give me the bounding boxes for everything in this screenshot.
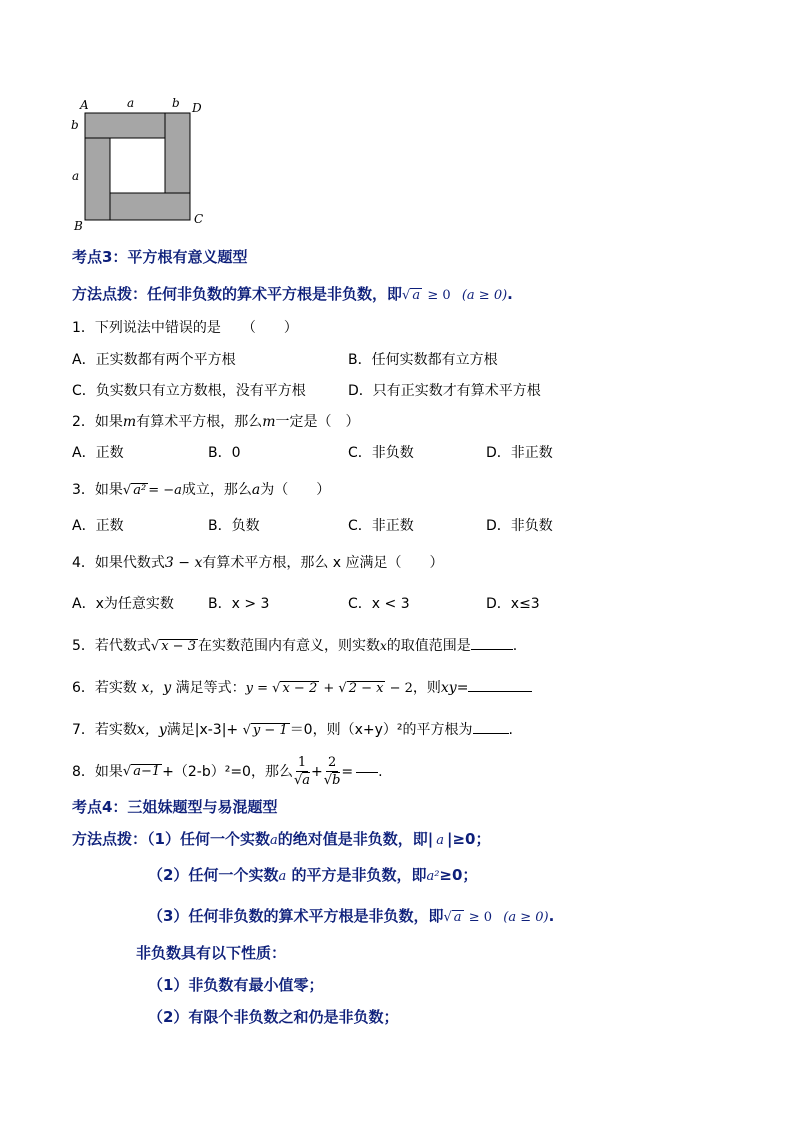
q7-stem: 7．若实数x，y满足|x-3|+ √ y − 1 ＝0，则（x+y）²的平方根为 . [72,722,513,738]
q2-option-c: C．非负数 [348,445,414,461]
q4-stem: 4．如果代数式3 − x有算术平方根，那么 x 应满足（ ） [72,555,444,571]
q1-option-c: C．负实数只有立方数根，没有平方根 [72,383,306,399]
method-text: 方法点拨：任何非负数的算术平方根是非负数，即 [72,285,403,303]
q3-stem: 3．如果√ a² = −a成立，那么a为（ ） [72,482,331,498]
method-cond: (a ≥ 0) [461,288,508,303]
q3-option-c: C．非正数 [348,518,414,534]
rect-left [85,138,110,220]
q5-answer-blank[interactable] [471,649,513,650]
label-b-left: b [71,118,79,132]
q2-option-d: D．非正数 [486,445,553,461]
q4-option-c: C．x < 3 [348,596,410,612]
q1-option-a: A．正实数都有两个平方根 [72,352,236,368]
method-rel: ≥ 0 [427,288,451,303]
label-B: B [74,219,83,233]
section4-method-2: （2）任何一个实数a 的平方是非负数，即a²≥0； [148,866,478,884]
q4-option-a: A．x为任意实数 [72,596,174,612]
q1-option-d: D．只有正实数才有算术平方根 [348,383,541,399]
sqrt-a: √ a [402,288,421,303]
q3-option-d: D．非负数 [486,518,553,534]
method-end: . [507,285,513,303]
rect-right [165,113,190,193]
label-C: C [194,212,204,226]
q3-option-b: B．负数 [208,518,260,534]
q2-stem: 2．如果m有算术平方根，那么m一定是（ ） [72,414,360,430]
label-b-top: b [172,96,180,110]
q7-answer-blank[interactable] [473,733,509,734]
section4-method-3: （3）任何非负数的算术平方根是非负数，即√ a ≥ 0 (a ≥ 0). [148,907,555,925]
rect-top [85,113,165,138]
square-diagram [70,96,210,231]
label-a-left: a [72,169,80,183]
q2-option-a: A．正数 [72,445,124,461]
q4-option-d: D．x≤3 [486,596,540,612]
q2-option-b: B．0 [208,445,241,461]
q6-answer-blank[interactable] [468,691,532,692]
q8-answer-blank[interactable] [356,772,378,773]
inner-square [110,138,165,193]
q1-option-b: B．任何实数都有立方根 [348,352,498,368]
section4-method-1: 方法点拨：（1）任何一个实数a的绝对值是非负数，即| a |≥0； [72,830,491,848]
section3-title: 考点3：平方根有意义题型 [72,248,248,266]
label-a-top: a [127,96,135,110]
nonneg-props-title: 非负数具有以下性质： [136,944,287,962]
fraction-2-over-sqrt-b: $\frac{2}{√b}$ [323,754,341,788]
nonneg-prop-2: （2）有限个非负数之和仍是非负数； [148,1008,399,1026]
q1-stem: 1．下列说法中错误的是 （ ） [72,320,298,336]
q4-option-b: B．x > 3 [208,596,270,612]
square-figure [70,96,210,231]
fraction-1-over-sqrt-a: $\frac{1}{√a}$ [293,754,311,788]
section3-method [72,283,513,304]
rect-bottom [110,193,190,220]
label-A: A [80,98,89,112]
section4-title: 考点4：三姐妹题型与易混题型 [72,798,278,816]
q6-stem: 6．若实数 x，y 满足等式：y = √ x − 2 + √ 2 − x − 2，则xy= [72,678,532,699]
nonneg-prop-1: （1）非负数有最小值零； [148,976,324,994]
q5-stem: 5．若代数式√ x − 3 在实数范围内有意义，则实数x的取值范围是 . [72,638,518,654]
q8-stem: 8．如果 √ a−1 +（2-b）²=0，那么 $\frac{1}{√a}$ + $\frac{2}{√b}$ = . [72,754,383,788]
label-D: D [192,101,202,115]
q3-option-a: A．正数 [72,518,124,534]
